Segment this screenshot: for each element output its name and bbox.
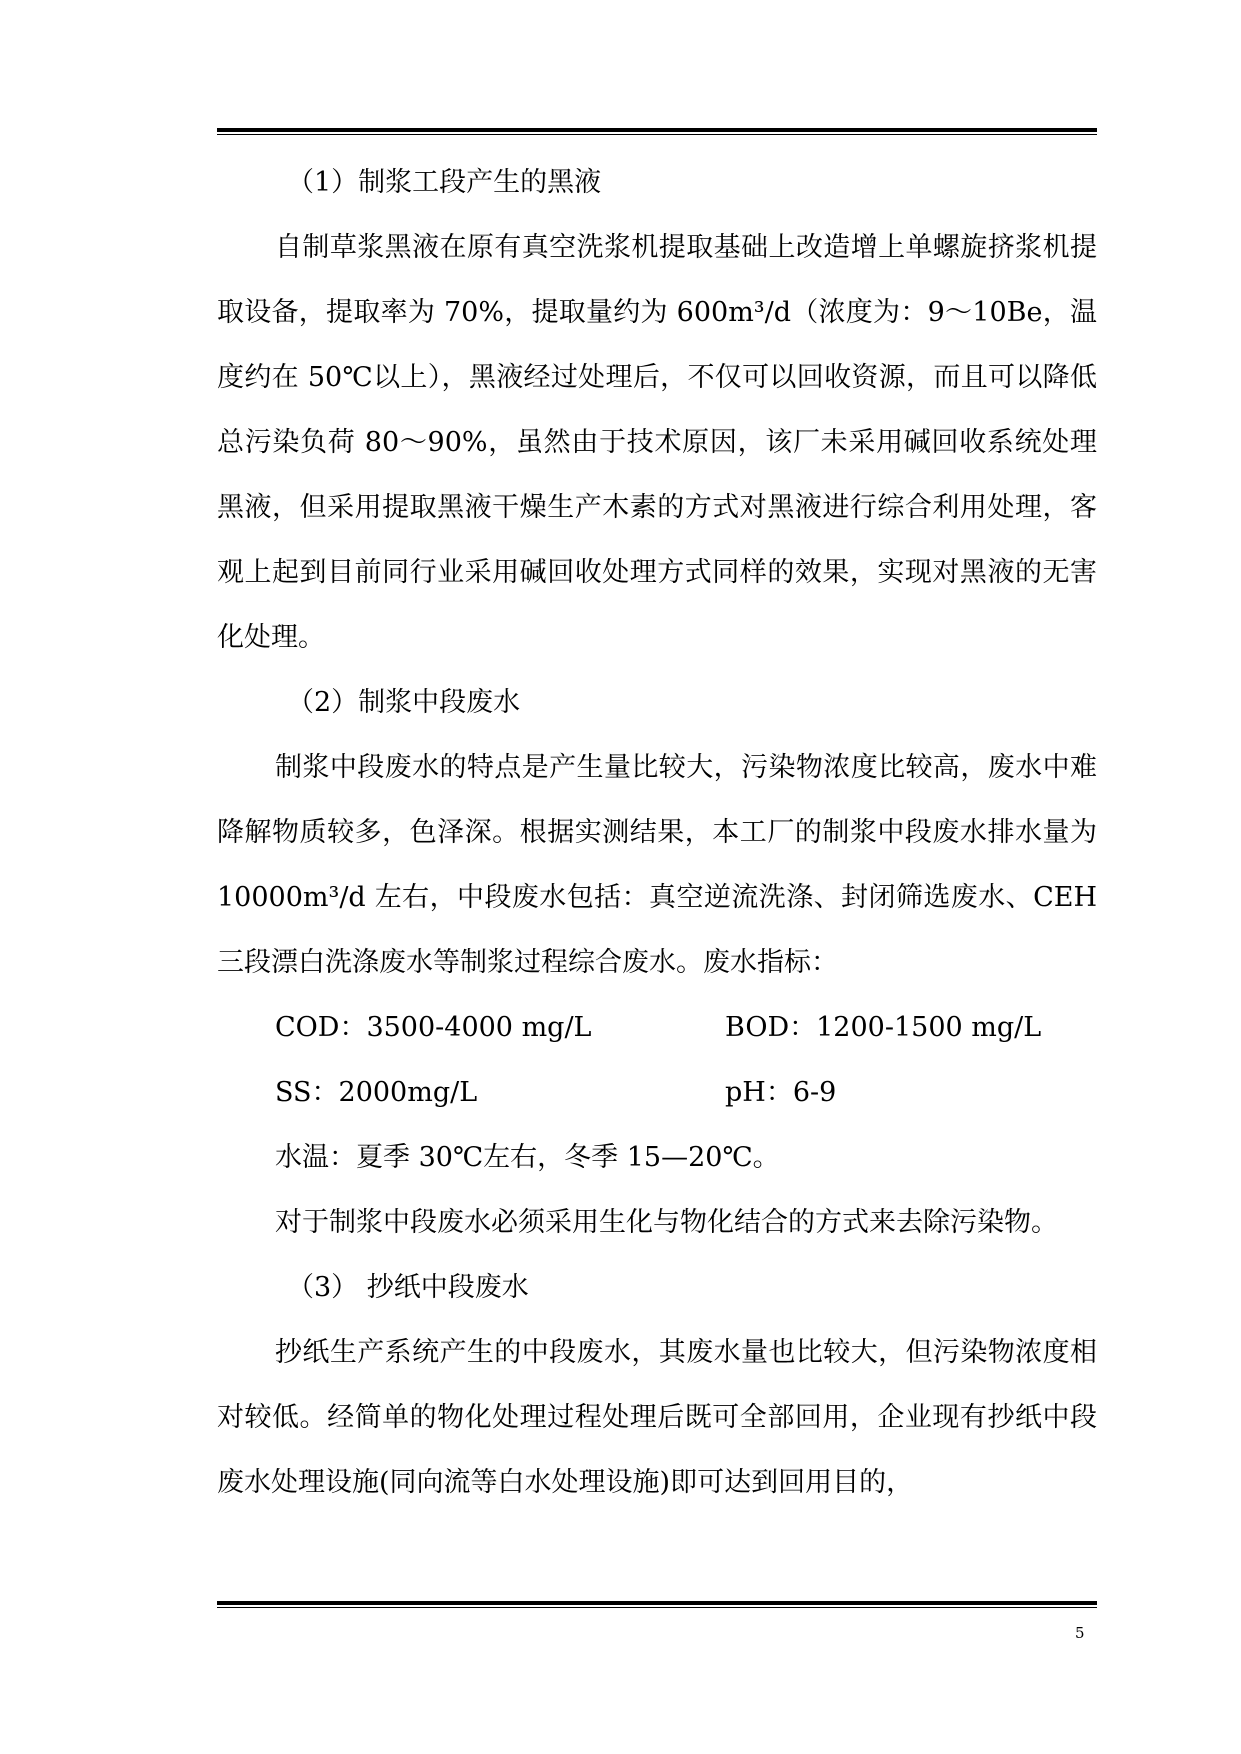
metric-bod: BOD：1200-1500 mg/L [725, 1012, 1042, 1043]
section-heading-1: （1）制浆工段产生的黑液 [287, 167, 602, 198]
paragraph-water-temp: 水温：夏季 30℃左右，冬季 15—20℃。 [275, 1142, 780, 1173]
page-content [217, 150, 1097, 1515]
section-heading-2: （2）制浆中段废水 [287, 687, 521, 718]
metric-ph: pH：6-9 [725, 1077, 837, 1108]
paragraph-black-liquor: 自制草浆黑液在原有真空洗浆机提取基础上改造增上单螺旋挤浆机提取设备，提取率为 70%，提取量约为 600m³/d（浓度为：9～10Be，温度约在 50℃以上），黑液经过处理后，不仅可以回收资源，而且可以降低总污染负荷 80～90%，虽然由于技术原因，该厂未采用碱回收系统处理黑液，但采用提取黑液干燥生产木素的方式对黑液进行综合利用处理，客观上起到目前同行业采用碱回收处理方式同样的效果，实现对黑液的无害化处理。 [217, 232, 1097, 653]
metrics-row-1 [217, 995, 1097, 1060]
metrics-row-2 [217, 1060, 1097, 1125]
page-number: 5 [1075, 1624, 1085, 1642]
paragraph-pulping-wastewater: 制浆中段废水的特点是产生量比较大，污染物浓度比较高，废水中难降解物质较多，色泽深。根据实测结果，本工厂的制浆中段废水排水量为 10000m³/d 左右，中段废水包括：真空逆流洗涤、封闭筛选废水、CEH 三段漂白洗涤废水等制浆过程综合废水。废水指标： [217, 752, 1097, 978]
paragraph-treatment: 对于制浆中段废水必须采用生化与物化结合的方式来去除污染物。 [275, 1207, 1058, 1238]
metric-ss: SS：2000mg/L [275, 1077, 478, 1108]
paragraph-papermaking-wastewater: 抄纸生产系统产生的中段废水，其废水量也比较大，但污染物浓度相对较低。经简单的物化处理过程处理后既可全部回用，企业现有抄纸中段废水处理设施(同向流等白水处理设施)即可达到回用目的， [217, 1337, 1097, 1498]
header-rule [217, 128, 1097, 135]
footer-rule [217, 1601, 1097, 1608]
metric-cod: COD：3500-4000 mg/L [275, 1012, 592, 1043]
section-heading-3: （3） 抄纸中段废水 [287, 1272, 529, 1303]
